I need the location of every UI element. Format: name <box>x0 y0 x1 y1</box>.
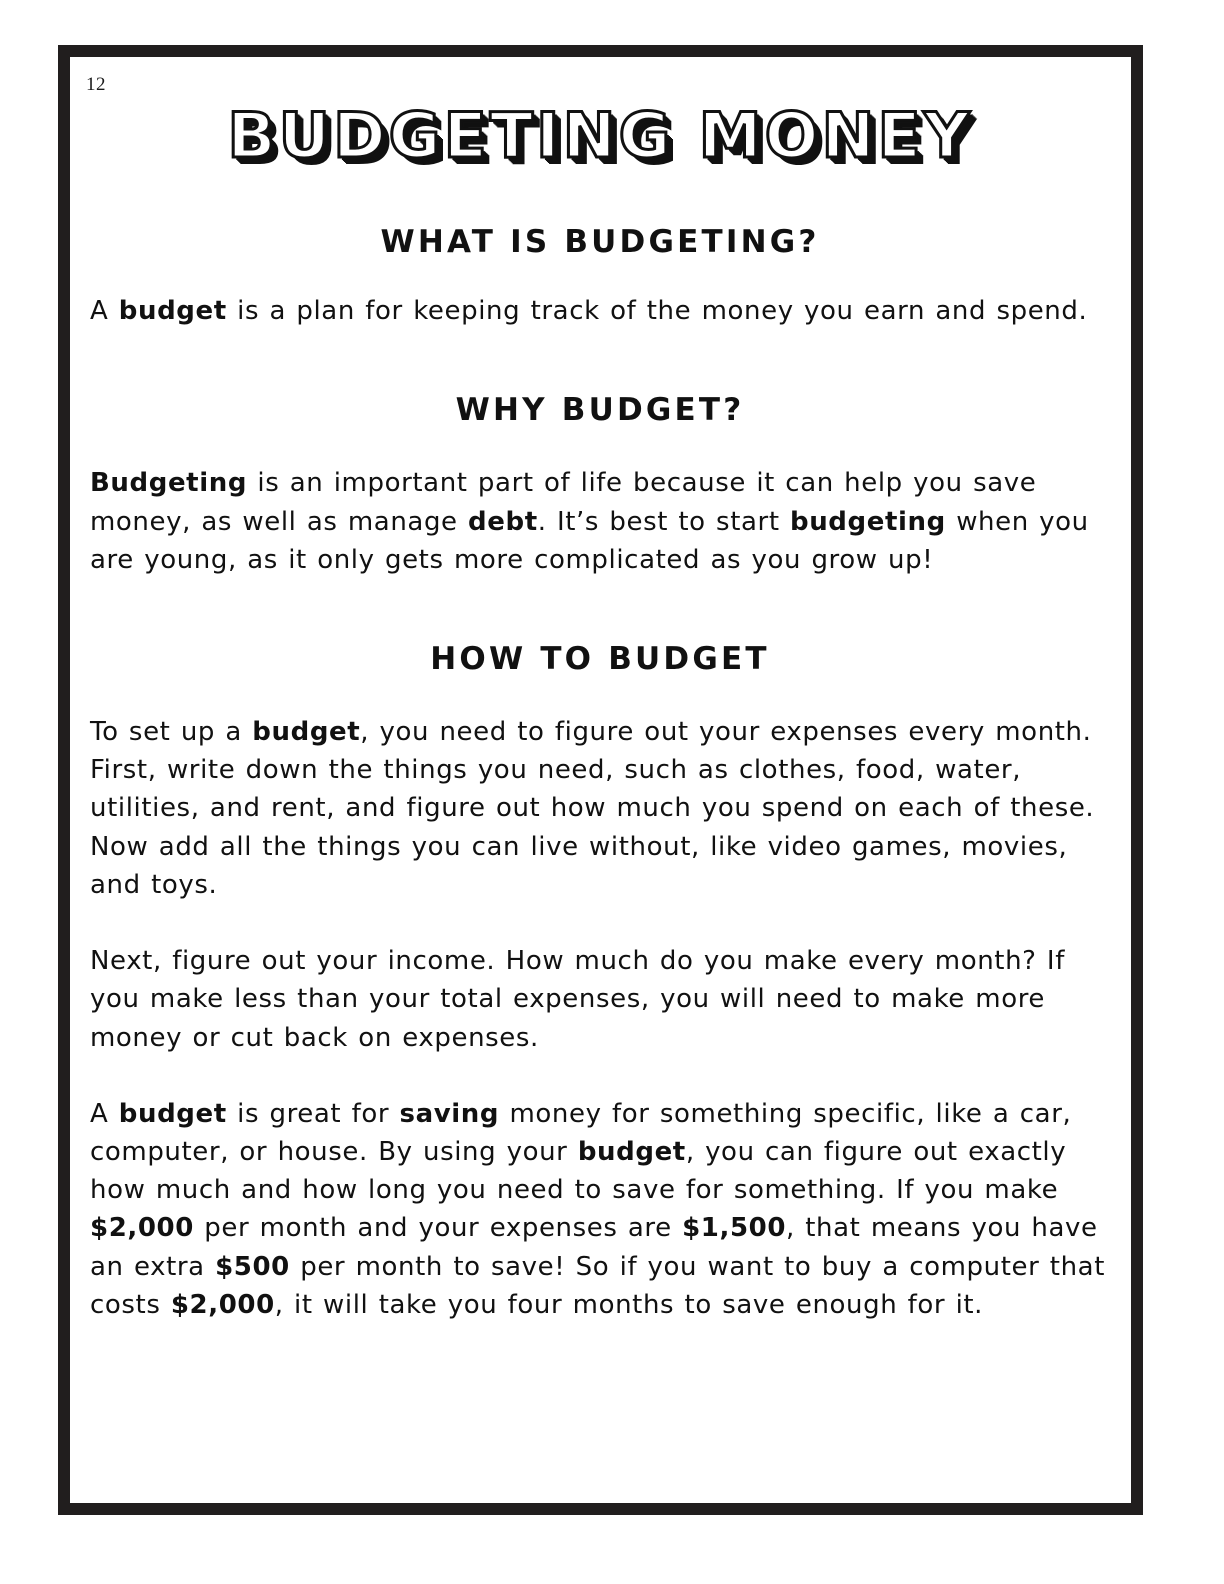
paragraph-what-is-budgeting: A budget is a plan for keeping track of the money you earn and spend. <box>90 296 1088 327</box>
paragraph-how-to-budget-expenses: To set up a budget, you need to figure out your expenses every month. First, write down the things you need, such as clothes, food, water, utilities, and rent, and figure out how much you spend on each of these. Now add all the things you can live without, like video games, movies, and toys. <box>90 716 1095 900</box>
paragraph-why-budget: Budgeting is an important part of life because it can help you save money, as well as manage debt. It’s best to start budgeting when you are young, as it only gets more complicated as you grow up! <box>90 468 1089 575</box>
section-heading-what-is-budgeting: WHAT IS BUDGETING? <box>380 224 820 261</box>
page-number: 12 <box>86 74 106 95</box>
paragraph-how-to-budget-saving: A budget is great for saving money for something specific, like a car, computer, or house. By using your budget, you can figure out exactly how much and how long you need to save for something. If you make $2,000 per month and your expenses are $1,500, that means you have an extra $500 per month to save! So if you want to buy a computer that costs $2,000, it will take you four months to save enough for it. <box>90 1098 1105 1320</box>
paragraph-how-to-budget-income: Next, figure out your income. How much do you make every month? If you make less than your total expenses, you will need to make more money or cut back on expenses. <box>90 946 1065 1053</box>
page-title: BUDGETING MONEY <box>227 99 973 172</box>
page-content <box>90 95 1110 1324</box>
section-heading-how-to-budget: HOW TO BUDGET <box>430 640 770 677</box>
section-heading-why-budget: WHY BUDGET? <box>455 392 745 429</box>
